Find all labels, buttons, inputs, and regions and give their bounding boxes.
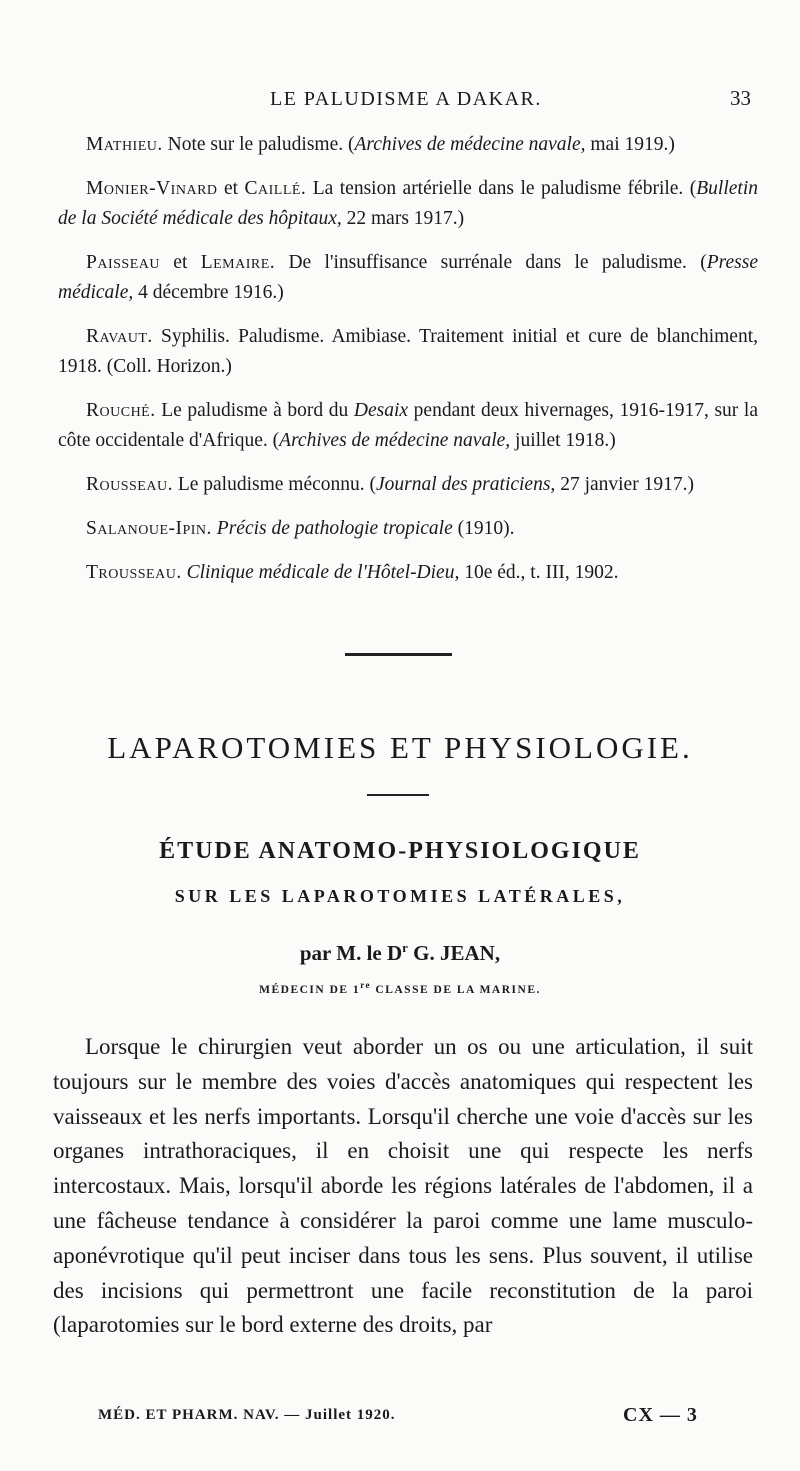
bib-author: Salanoue-Ipin.	[86, 518, 212, 539]
bib-author: Monier-Vinard	[86, 178, 218, 199]
page-number: 33	[730, 86, 751, 110]
bib-join: et	[159, 252, 201, 273]
byline-prefix: par M. le D	[299, 941, 403, 965]
bib-author: Caillé.	[244, 178, 307, 199]
affiliation-prefix: MÉDECIN DE 1	[259, 983, 361, 996]
bib-entry	[58, 130, 758, 160]
bib-source: Journal des praticiens,	[376, 474, 556, 495]
author-affiliation	[0, 980, 800, 996]
bib-author: Ravaut.	[86, 326, 153, 347]
bib-entry	[58, 558, 758, 588]
bib-author: Rouché.	[86, 400, 156, 421]
bib-author: Mathieu.	[86, 134, 163, 155]
affiliation-suffix: CLASSE DE LA MARINE.	[371, 983, 541, 996]
bib-tail: pendant deux hivernages, 1916-1917, sur la côte occidentale d'Afrique. (	[58, 400, 758, 451]
footer-publication: MÉD. ET PHARM. NAV. — Juillet 1920.	[98, 1407, 396, 1423]
bib-tail: (1910).	[452, 518, 515, 539]
section-divider	[345, 653, 452, 656]
bib-author: Paisseau	[86, 252, 160, 273]
running-head: LE PALUDISME A DAKAR.	[270, 88, 542, 110]
bib-text: La tension artérielle dans le paludisme fébrile. (	[306, 178, 697, 199]
bib-text: Syphilis. Paludisme. Amibiase. Traitement initial et cure de blanchiment, 1918. (Coll. Horizon.)	[58, 326, 758, 377]
bib-author: Rousseau.	[86, 474, 173, 495]
bib-source: Desaix	[353, 400, 409, 421]
bibliography	[58, 130, 758, 602]
bib-entry	[58, 514, 758, 544]
bib-author: Lemaire.	[200, 252, 276, 273]
bib-source: Clinique médicale de l'Hôtel-Dieu,	[181, 562, 460, 583]
bib-text: De l'insuffisance surrénale dans le paludisme. (	[275, 252, 707, 273]
body-paragraph: Lorsque le chirurgien veut aborder un os ou une articulation, il suit toujours sur le membre des voies d'accès anatomiques qui respectent les vaisseaux et les nerfs importants. Lorsqu'il cherche une voie d'accès sur les organes intrathoraciques, il en choisit une qui respecte les nerfs intercostaux. Mais, lorsqu'il aborde les régions latérales de l'abdomen, il a une fâcheuse tendance à considérer la paroi comme une lame musculo-aponévrotique qu'il peut inciser dans tous les sens. Plus souvent, il utilise des incisions qui permettront une facile reconstitution de la paroi (laparotomies sur le bord externe des droits, par	[53, 1034, 753, 1338]
article-title: ÉTUDE ANATOMO-PHYSIOLOGIQUE	[159, 838, 641, 864]
article-subtitle: SUR LES LAPAROTOMIES LATÉRALES,	[174, 886, 626, 906]
author-byline	[0, 940, 800, 966]
bib-tail: 4 décembre 1916.)	[133, 282, 284, 303]
footer-signature: CX — 3	[623, 1404, 698, 1426]
bib-source: Archives de médecine navale,	[279, 430, 511, 451]
bib-tail: 27 janvier 1917.)	[555, 474, 694, 495]
bib-entry	[58, 396, 758, 456]
bib-source: Archives de médecine navale,	[354, 134, 586, 155]
section-title: LAPAROTOMIES ET PHYSIOLOGIE.	[107, 730, 693, 765]
bib-entry	[58, 470, 758, 500]
bib-tail: 10e éd., t. III, 1902.	[459, 562, 619, 583]
bib-text: Le paludisme à bord du	[155, 400, 354, 421]
byline-name: G. JEAN,	[407, 941, 501, 965]
bib-source: Précis de pathologie tropicale	[211, 518, 453, 539]
bib-author: Trousseau.	[86, 562, 182, 583]
bib-text: Le paludisme méconnu. (	[172, 474, 377, 495]
bib-entry	[58, 248, 758, 308]
bib-tail: juillet 1918.)	[510, 430, 616, 451]
bib-source: Presse médicale,	[58, 252, 758, 303]
affiliation-superscript: re	[360, 980, 372, 990]
bib-tail: mai 1919.)	[585, 134, 675, 155]
bib-source: Bulletin de la Société médicale des hôpitaux,	[58, 178, 758, 229]
title-divider	[367, 794, 429, 796]
bib-tail: 22 mars 1917.)	[341, 208, 465, 229]
bib-entry	[58, 174, 758, 234]
byline-superscript: r	[402, 940, 408, 955]
bib-entry	[58, 322, 758, 382]
bib-join: et	[217, 178, 245, 199]
bib-text: Note sur le paludisme. (	[167, 134, 355, 155]
